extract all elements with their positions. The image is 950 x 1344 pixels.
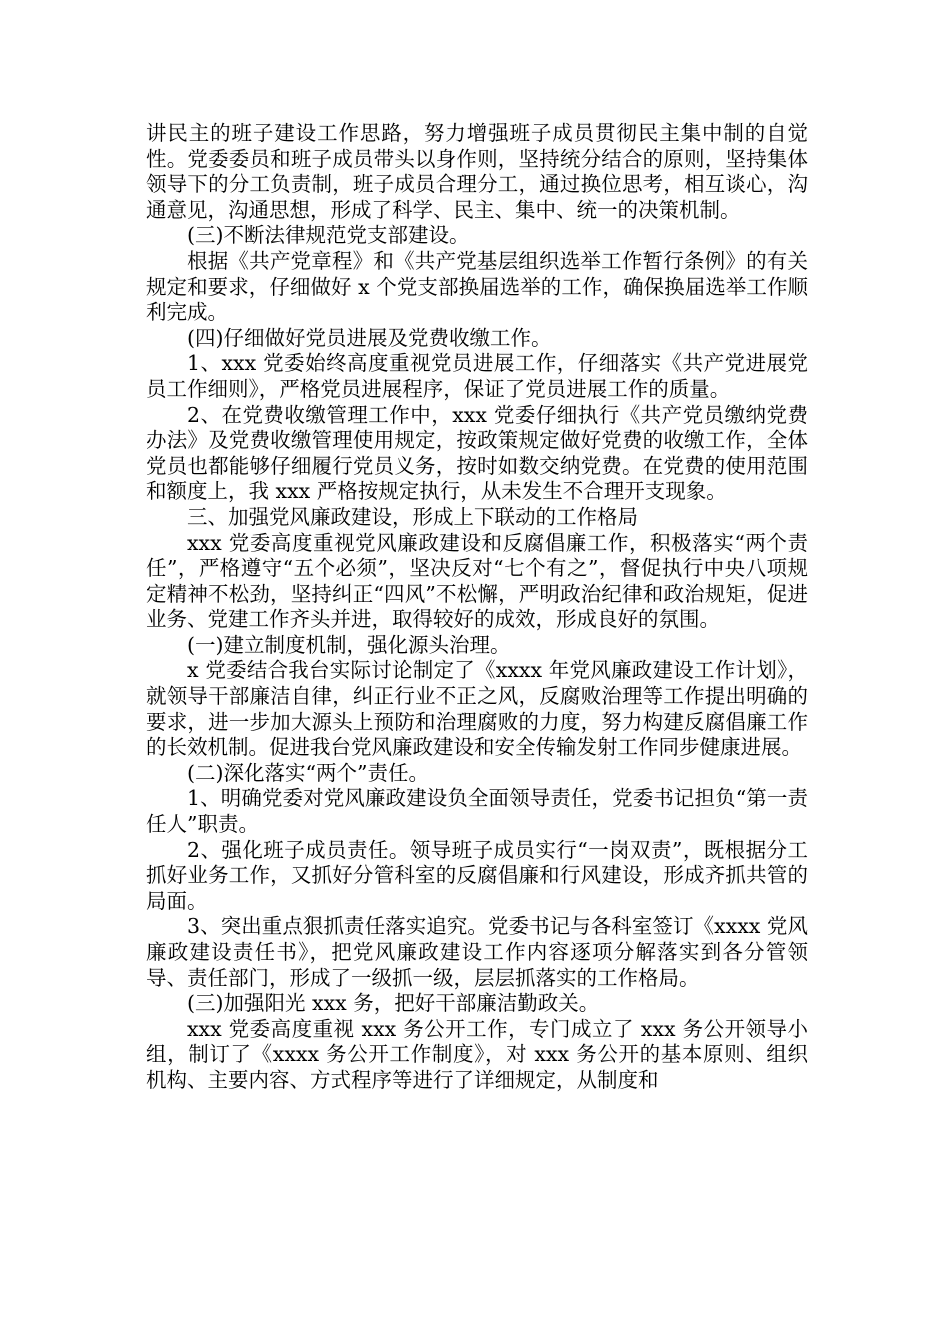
paragraph-7: 1、明确党委对党风廉政建设负全面领导责任，党委书记担负“第一责任人”职责。 [146,786,808,837]
paragraph-5: xxx 党委高度重视党风廉政建设和反腐倡廉工作，积极落实“两个责任”，严格遵守“五个必须”，坚决反对“七个有之”，督促执行中央八项规定精神不松劲，坚持纠正“四风”不松懈，严明政治纪律和政治规矩，促进业务、党建工作齐头并进，取得较好的成效，形成良好的氛围。 [146,530,808,632]
paragraph-4: 2、在党费收缴管理工作中，xxx 党委仔细执行《共产党员缴纳党费办法》及党费收缴管理使用规定，按政策规定做好党费的收缴工作，全体党员也都能够仔细履行党员义务，按时如数交纳党费。在党费的使用范围和额度上，我 xxx 严格按规定执行，从未发生不合理开支现象。 [146,402,808,504]
section-heading-4: (四)仔细做好党员进展及党费收缴工作。 [187,325,552,350]
section-heading-3: (三)不断法律规范党支部建设。 [187,223,470,248]
section-heading-1: (一)建立制度机制，强化源头治理。 [187,632,511,657]
paragraph-10: xxx 党委高度重视 xxx 务公开工作，专门成立了 xxx 务公开领导小组，制订了《xxxx 务公开工作制度》，对 xxx 务公开的基本原则、组织机构、主要内容、方式程序等进行了详细规定，从制度和 [146,1016,808,1092]
paragraph-2: 根据《共产党章程》和《共产党基层组织选举工作暂行条例》的有关规定和要求，仔细做好 x 个党支部换届选举的工作，确保换届选举工作顺利完成。 [146,248,808,325]
chapter-heading-3: 三、加强党风廉政建设，形成上下联动的工作格局 [187,504,638,529]
section-heading-3b: (三)加强阳光 xxx 务，把好干部廉洁勤政关。 [187,991,600,1016]
paragraph-3: 1、xxx 党委始终高度重视党员进展工作，仔细落实《共产党进展党员工作细则》，严格党员进展程序，保证了党员进展工作的质量。 [146,351,808,401]
document-body [146,121,808,1094]
paragraph-1: 讲民主的班子建设工作思路，努力增强班子成员贯彻民主集中制的自觉性。党委委员和班子成员带头以身作则，坚持统分结合的原则，坚持集体领导下的分工负责制，班子成员合理分工，通过换位思考，相互谈心，沟通意见，沟通思想，形成了科学、民主、集中、统一的决策机制。 [146,121,808,222]
paragraph-6: x 党委结合我台实际讨论制定了《xxxx 年党风廉政建设工作计划》，就领导干部廉洁自律，纠正行业不正之风，反腐败治理等工作提出明确的要求，进一步加大源头上预防和治理腐败的力度，努力构建反腐倡廉工作的长效机制。促进我台党风廉政建设和安全传输发射工作同步健康进展。 [146,658,808,760]
paragraph-8: 2、强化班子成员责任。领导班子成员实行“一岗双责”，既根据分工抓好业务工作，又抓好分管科室的反腐倡廉和行风建设，形成齐抓共管的局面。 [146,837,808,913]
paragraph-9: 3、突出重点狠抓责任落实追究。党委书记与各科室签订《xxxx 党风廉政建设责任书》，把党风廉政建设工作内容逐项分解落实到各分管领导、责任部门，形成了一级抓一级，层层抓落实的工作格局。 [146,914,808,990]
section-heading-2: (二)深化落实“两个”责任。 [187,760,429,785]
